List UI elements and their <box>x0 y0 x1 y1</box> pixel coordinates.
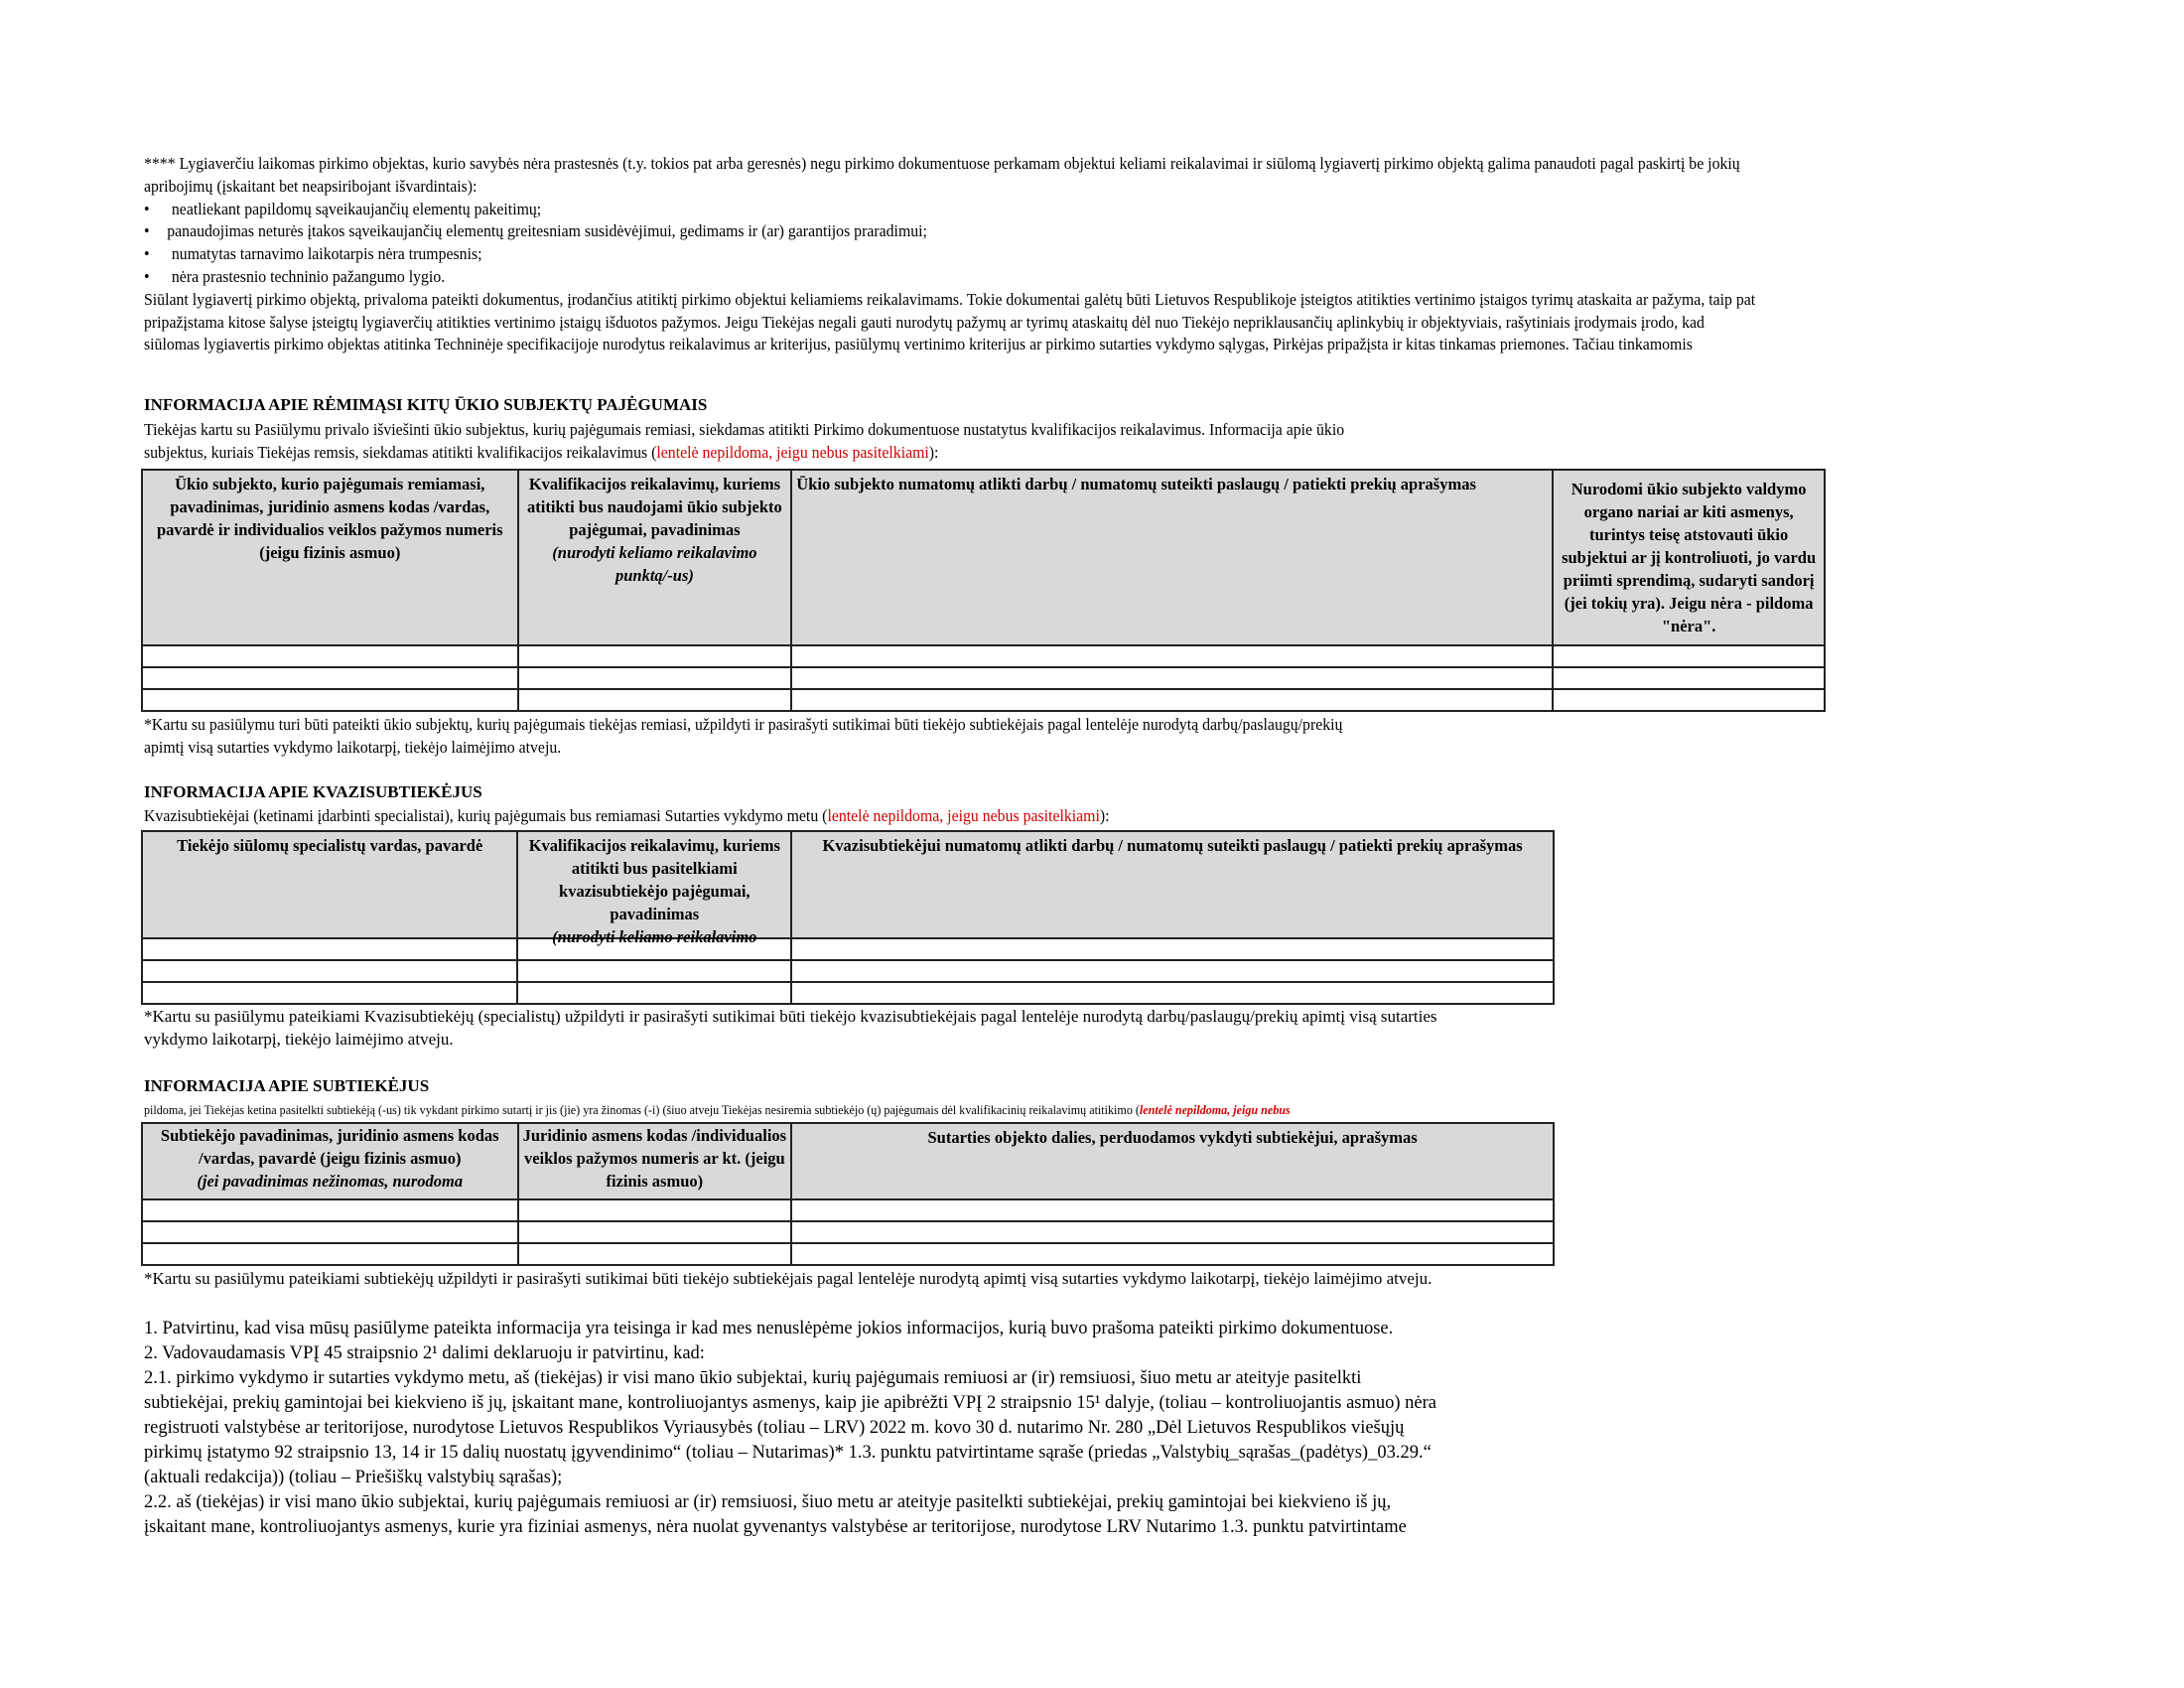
declaration-line: (aktuali redakcija)) (toliau – Priešiškų valstybių sąrašas); <box>144 1468 563 1487</box>
table-cell[interactable] <box>142 689 518 711</box>
declaration-line: 2. Vadovaudamasis VPĮ 45 straipsnio 2¹ dalimi deklaruoju ir patvirtinu, kad: <box>144 1343 705 1363</box>
column-header: Sutarties objekto dalies, perduodamos vykdyti subtiekėjui, aprašymas <box>791 1123 1554 1199</box>
declaration <box>144 1317 1732 1545</box>
table-cell[interactable] <box>142 982 517 1004</box>
declaration-line: registruoti valstybėse ar teritorijose, nurodytose Lietuvos Respublikos Vyriausybės (toliau – LRV) 2022 m. kovo 30 d. nutarimo Nr. 280 „Dėl Lietuvos Respublikos viešųjų <box>144 1418 1405 1438</box>
table-cell[interactable] <box>518 1199 792 1221</box>
declaration-line: įskaitant mane, kontroliuojantys asmenys, kurie yra fiziniai asmenys, nėra nuolat gyvenantys valstybėse ar teritorijose, nurodytose LRV Nutarimo 1.3. punktu patvirtintame <box>144 1517 1407 1537</box>
section3-title: INFORMACIJA APIE SUBTIEKĖJUS <box>144 1076 430 1095</box>
table-cell[interactable] <box>791 938 1554 960</box>
declaration-line: 2.2. aš (tiekėjas) ir visi mano ūkio subjektai, kurių pajėgumais remiuosi ar (ir) remsiuosi, šiuo metu ar ateityje pasitelkti subtiekėjai, prekių gamintojai bei kiekvieno iš jų, <box>144 1492 1392 1512</box>
not-filled-note: lentelė nepildoma, jeigu nebus pasitelkiami <box>827 806 1100 825</box>
column-header: Subtiekėjo pavadinimas, juridinio asmens kodas /vardas, pavardė (jeigu fizinis asmuo) (jei pavadinimas nežinomas, nurodoma <box>142 1123 518 1199</box>
table-cell[interactable] <box>517 960 791 982</box>
table-cell[interactable] <box>142 1199 518 1221</box>
intro-line: **** Lygiaverčiu laikomas pirkimo objektas, kurio savybės nėra prastesnės (t.y. tokios pat arba geresnės) negu pirkimo dokumentuose perkamam objektui keliami reikalavimai ir siūlomą lygiavertį pirkimo objektą galima panaudoti pagal paskirtį be jokių <box>144 154 1740 173</box>
table-cell[interactable] <box>791 645 1553 667</box>
intro-line: apribojimų (įskaitant bet neapsiribojant išvardintais): <box>144 176 478 196</box>
table-cell[interactable] <box>1553 667 1825 689</box>
table-header-row <box>142 831 1554 938</box>
column-header: Nurodomi ūkio subjekto valdymo organo nariai ar kiti asmenys, turintys teisę atstovauti ūkio subjektui ar jį kontroliuoti, jo vardu priimti sprendimą, sudaryti sandorį (jei tokių yra). Jeigu nėra - pildoma "nėra". <box>1553 470 1825 645</box>
bullet-icon: • <box>144 221 150 241</box>
bullet-item: • numatytas tarnavimo laikotarpis nėra trumpesnis; <box>144 243 1898 266</box>
table-cell[interactable] <box>791 960 1554 982</box>
column-header: Tiekėjo siūlomų specialistų vardas, pavardė <box>142 831 517 938</box>
table-header-row <box>142 470 1825 645</box>
table-row <box>142 1243 1554 1265</box>
table-cell[interactable] <box>142 1221 518 1243</box>
table-cell[interactable] <box>142 667 518 689</box>
section1-title: INFORMACIJA APIE RĖMIMĄSI KITŲ ŪKIO SUBJEKTŲ PAJĖGUMAIS <box>144 395 708 414</box>
table-row <box>142 645 1825 667</box>
table-cell[interactable] <box>791 1243 1554 1265</box>
table-cell[interactable] <box>1553 645 1825 667</box>
bullet-icon: • <box>144 244 150 264</box>
declaration-line: 2.1. pirkimo vykdymo ir sutarties vykdymo metu, aš (tiekėjas) ir visi mano ūkio subjektai, kurių pajėgumais remiuosi ar (ir) remsiuosi, šiuo metu ar ateityje pasitelkti <box>144 1368 1362 1388</box>
column-header: Kvalifikacijos reikalavimų, kuriems atitikti bus pasitelkiami kvazisubtiekėjo pajėgumai, pavadinimas (nurodyti keliamo reikalavimo <box>517 831 791 938</box>
intro-line: Siūlant lygiavertį pirkimo objektą, privaloma pateikti dokumentus, įrodančius atitiktį pirkimo objektui keliamiems reikalavimams. Tokie dokumentai galėtų būti Lietuvos Respublikoje įsteigtos atitikties vertinimo įstaigos tyrimų ataskaita ar pažyma, taip pat <box>144 289 1756 309</box>
table-row <box>142 1199 1554 1221</box>
column-header: Ūkio subjekto, kurio pajėgumais remiamasi, pavadinimas, juridinio asmens kodas /vardas, pavardė ir individualios veiklos pažymos numeris (jeigu fizinis asmuo) <box>142 470 518 645</box>
section2-table <box>141 830 1555 1005</box>
table-row <box>142 938 1554 960</box>
table-cell[interactable] <box>791 667 1553 689</box>
table-cell[interactable] <box>518 1243 792 1265</box>
declaration-line: subtiekėjai, prekių gamintojai bei kiekvieno iš jų, įskaitant mane, kontroliuojantys asmenys, kaip jie apibrėžti VPĮ 2 straipsnio 15¹ dalyje, (toliau – kontroliuojantis asmuo) nėra <box>144 1393 1437 1413</box>
section2-title: INFORMACIJA APIE KVAZISUBTIEKĖJUS <box>144 782 482 801</box>
section2-intro: Kvazisubtiekėjai (ketinami įdarbinti specialistai), kurių pajėgumais bus remiamasi Sutarties vykdymo metu (lentelė nepildoma, jeigu nebus pasitelkiami): <box>144 806 1110 825</box>
column-header: Ūkio subjekto numatomų atlikti darbų / numatomų suteikti paslaugų / patiekti prekių aprašymas <box>791 470 1553 645</box>
intro-line: pripažįstama kitose šalyse įsteigtų lygiaverčių atitikties vertinimo įstaigų išduotos pažymos. Jeigu Tiekėjas negali gauti nurodytų pažymų ar tyrimų ataskaitų dėl nuo Tiekėjo nepriklausančių aplinkybių ir objektyviais, rašytiniais įrodymais įrodo, kad <box>144 312 1705 332</box>
table-cell[interactable] <box>142 960 517 982</box>
table-row <box>142 960 1554 982</box>
bullet-icon: • <box>144 199 150 218</box>
bullet-item: • panaudojimas neturės įtakos sąveikaujančių elementų greitesniam susidėvėjimui, gedimams ir (ar) garantijos praradimui; <box>144 220 1898 243</box>
not-filled-note: lentelė nepildoma, jeigu nebus <box>1139 1102 1291 1117</box>
section3-intro: pildoma, jei Tiekėjas ketina pasitelkti subtiekėją (-us) tik vykdant pirkimo sutartį ir jis (jie) yra žinomas (-i) (šiuo atveju Tiekėjas nesiremia subtiekėjo (ų) pajėgumais dėl kvalifikacinių reikalavimų atitikimo (lentelė nepildoma, jeigu nebus <box>144 1102 1291 1117</box>
column-header: Kvalifikacijos reikalavimų, kuriems atitikti bus naudojami ūkio subjekto pajėgumai, pavadinimas (nurodyti keliamo reikalavimo punktą/-us) <box>518 470 792 645</box>
table-cell[interactable] <box>791 1199 1554 1221</box>
section3-table <box>141 1122 1555 1266</box>
declaration-line: pirkimų įstatymo 92 straipsnio 13, 14 ir 15 dalių nuostatų įgyvendinimo“ (toliau – Nutarimas)* 1.3. punktu patvirtintame sąraše (priedas „Valstybių_sąrašas_(padėtys)_03.29.“ <box>144 1443 1432 1463</box>
bullet-item: • nėra prastesnio techninio pažangumo lygio. <box>144 266 1898 289</box>
section3-footnote: *Kartu su pasiūlymu pateikiami subtiekėjų užpildyti ir pasirašyti sutikimai būti tiekėjo subtiekėjais pagal lentelėje nurodytą apimtį visą sutarties vykdymo laikotarpį, tiekėjo laimėjimo atveju. <box>144 1269 1433 1288</box>
table-cell[interactable] <box>518 689 792 711</box>
intro-line: siūlomas lygiavertis pirkimo objektas atitinka Techninėje specifikacijoje nurodytus reikalavimus ar kriterijus, pasiūlymų vertinimo kriterijus ar pirkimo sutarties vykdymo sąlygas, Pirkėjas pripažįsta ir kitas tinkamas priemones. Tačiau tinkamomis <box>144 335 1693 354</box>
table-row <box>142 667 1825 689</box>
declaration-line: 1. Patvirtinu, kad visa mūsų pasiūlyme pateikta informacija yra teisinga ir kad mes nenuslėpėme jokios informacijos, kurią buvo prašoma pateikti pirkimo dokumentuose. <box>144 1319 1394 1338</box>
table-row <box>142 689 1825 711</box>
table-cell[interactable] <box>1553 689 1825 711</box>
bullet-icon: • <box>144 266 150 286</box>
table-cell[interactable] <box>142 645 518 667</box>
table-cell[interactable] <box>518 1221 792 1243</box>
section1-intro: Tiekėjas kartu su Pasiūlymu privalo išviešinti ūkio subjektus, kurių pajėgumais remiasi, siekdamas atitikti Pirkimo dokumentuose nustatytus kvalifikacijos reikalavimus. Informacija apie ūkio subjektus, kuriais Tiekėjas remsis, siekdamas atitikti kvalifikacijos reikalavimus (lentelė nepildoma, jeigu nebus pasitelkiami): <box>144 420 1345 462</box>
column-header: Juridinio asmens kodas /individualios veiklos pažymos numeris ar kt. (jeigu fizinis asmuo) <box>518 1123 792 1199</box>
not-filled-note: lentelė nepildoma, jeigu nebus pasitelkiami <box>656 443 929 462</box>
equivalence-note <box>144 153 2030 352</box>
table-cell[interactable] <box>142 938 517 960</box>
column-header: Kvazisubtiekėjui numatomų atlikti darbų / numatomų suteikti paslaugų / patiekti prekių aprašymas <box>791 831 1554 938</box>
table-cell[interactable] <box>517 982 791 1004</box>
bullet-item: • neatliekant papildomų sąveikaujančių elementų pakeitimų; <box>144 199 1898 221</box>
table-cell[interactable] <box>518 645 792 667</box>
table-cell[interactable] <box>791 1221 1554 1243</box>
table-cell[interactable] <box>142 1243 518 1265</box>
table-cell[interactable] <box>791 982 1554 1004</box>
table-cell[interactable] <box>791 689 1553 711</box>
table-header-row <box>142 1123 1554 1199</box>
section1-table <box>141 469 1826 712</box>
table-row <box>142 982 1554 1004</box>
table-cell[interactable] <box>518 667 792 689</box>
table-row <box>142 1221 1554 1243</box>
section1-footnote: *Kartu su pasiūlymu turi būti pateikti ūkio subjektų, kurių pajėgumais tiekėjas remiasi, užpildyti ir pasirašyti sutikimai būti tiekėjo subtiekėjais pagal lentelėje nurodytą darbų/paslaugų/prekių apimtį visą sutarties vykdymo laikotarpį, tiekėjo laimėjimo atveju. <box>144 715 1343 757</box>
section2-footnote: *Kartu su pasiūlymu pateikiami Kvazisubtiekėjų (specialistų) užpildyti ir pasirašyti sutikimai būti tiekėjo kvazisubtiekėjais pagal lentelėje nurodytą darbų/paslaugų/prekių apimtį visą sutarties vykdymo laikotarpį, tiekėjo laimėjimo atveju. <box>144 1007 1437 1049</box>
